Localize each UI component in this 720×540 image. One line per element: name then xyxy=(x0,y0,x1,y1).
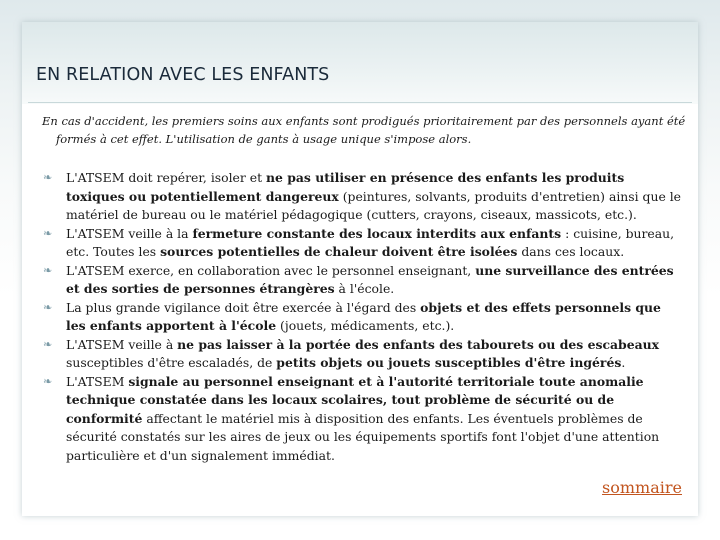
leaf-bullet-icon: ❧ xyxy=(43,337,53,351)
bullet-segment: : cuisine, bureau, etc. Toutes les xyxy=(66,225,675,259)
bullet-text xyxy=(66,226,674,260)
bullet-segment: L'ATSEM veille à la xyxy=(66,225,193,241)
bullet-segment: à l'école. xyxy=(334,281,395,296)
bullet-segment: susceptibles d'être escaladés, de xyxy=(66,355,277,370)
bullet-segment: La plus grande vigilance doit être exercée à l'égard des xyxy=(66,299,421,315)
bullet-segment: . xyxy=(621,355,626,370)
bullet-item xyxy=(42,262,682,299)
bullet-list xyxy=(42,169,682,465)
title-band xyxy=(22,22,698,104)
bullet-segment: dans ces locaux. xyxy=(517,244,625,259)
title-divider xyxy=(28,102,692,103)
bullet-item xyxy=(42,299,682,336)
leaf-bullet-icon: ❧ xyxy=(43,374,53,388)
bullet-segment: L'ATSEM veille à xyxy=(66,336,178,352)
bullet-emphasis: signale au personnel enseignant et à l'autorité territoriale toute anomalie technique constatée dans les locaux scolaires, tout problème de sécurité ou de conformité xyxy=(66,373,644,426)
bullet-text xyxy=(66,170,681,222)
leaf-bullet-icon: ❧ xyxy=(43,171,53,184)
leaf-bullet-icon: ❧ xyxy=(43,226,53,240)
bullet-segment: L'ATSEM xyxy=(66,373,129,389)
leaf-bullet-icon: ❧ xyxy=(43,300,53,314)
bullet-text xyxy=(66,300,661,334)
bullet-segment: L'ATSEM exerce, en collaboration avec le personnel enseignant, xyxy=(66,262,476,278)
slide-frame xyxy=(22,22,698,516)
bullet-segment: affectant le matériel mis à disposition des enfants. Les éventuels problèmes de sécurité constatés sur les aires de jeux ou les équipements sportifs font l'objet d'une attention particulière et d'un signalement immédiat. xyxy=(66,410,660,463)
bullet-text xyxy=(66,374,659,463)
bullet-text xyxy=(66,263,674,297)
leaf-bullet-icon: ❧ xyxy=(43,263,53,277)
bullet-emphasis: fermeture constante des locaux interdits aux enfants xyxy=(192,225,562,241)
bullet-segment: L'ATSEM doit repérer, isoler et xyxy=(66,170,267,185)
bullet-segment: (jouets, médicaments, etc.). xyxy=(276,318,455,333)
bullet-segment: (peintures, solvants, produits d'entretien) ainsi que le matériel de bureau ou le matériel pédagogique (cutters, crayons, ciseaux, massicots, etc.). xyxy=(66,188,682,222)
sommaire-link[interactable]: sommaire xyxy=(602,478,682,497)
bullet-emphasis: objets et des effets personnels que les enfants apportent à l'école xyxy=(66,299,661,333)
bullet-emphasis: petits objets ou jouets susceptibles d'être ingérés xyxy=(276,355,622,370)
bullet-emphasis: ne pas laisser à la portée des enfants des tabourets ou des escabeaux xyxy=(177,336,659,352)
bullet-item xyxy=(42,169,682,225)
bullet-emphasis: ne pas utiliser en présence des enfants les produits toxiques ou potentiellement dangereux xyxy=(66,170,625,204)
bullet-item xyxy=(42,225,682,262)
bullet-text xyxy=(66,337,659,371)
page-title: EN RELATION AVEC LES ENFANTS xyxy=(36,65,330,85)
bullet-emphasis: une surveillance des entrées et des sorties de personnes étrangères xyxy=(66,262,674,296)
bullet-emphasis: sources potentielles de chaleur doivent être isolées xyxy=(160,244,518,259)
bullet-item xyxy=(42,373,682,466)
bullet-item xyxy=(42,336,682,373)
intro-paragraph: En cas d'accident, les premiers soins aux enfants sont prodigués prioritairement par des personnels ayant été formés à cet effet. L'utilisation de gants à usage unique s'impose alors. xyxy=(42,114,686,146)
